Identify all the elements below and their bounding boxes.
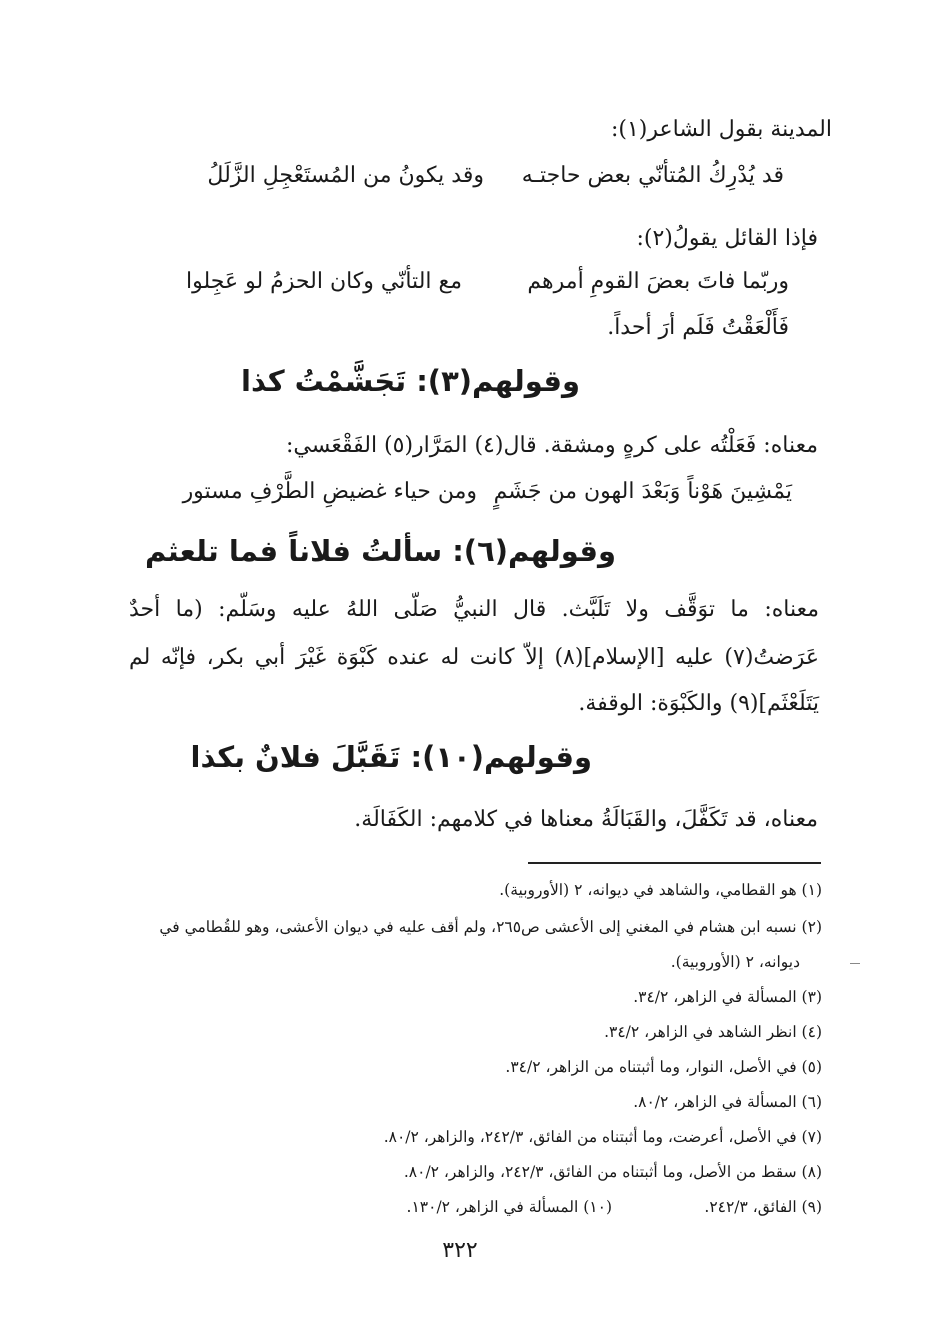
verse2-first-hemistich: وربّما فاتَ بعضَ القومِ أمرهم bbox=[527, 269, 789, 294]
footnote-6: (٦) المسألة في الزاهر، ٨٠/٢. bbox=[633, 1093, 822, 1111]
verse1-first-hemistich: قد يُدْرِكُ المُتأنّي بعض حاجتـه bbox=[521, 163, 784, 188]
page-number: ٣٢٢ bbox=[442, 1238, 478, 1263]
section1-heading: وقولهم(٣): تَجَشَّمْتُ كذا bbox=[241, 364, 580, 398]
footnote-9: (٩) الفائق، ٢٤٢/٣. bbox=[704, 1198, 822, 1216]
footnote-5: (٥) في الأصل، النوار، وما أثبتناه من الزاهر، ٣٤/٢. bbox=[505, 1058, 822, 1076]
verse2-second-hemistich: مع التأنّي وكان الحزمُ لو عَجِلوا bbox=[186, 269, 462, 294]
footnote-separator bbox=[528, 862, 821, 864]
section1-verse-second: ومن حياء غضيضِ الطَّرْفِ مستور bbox=[182, 479, 477, 504]
footnote-1: (١) هو القطامي، والشاهد في ديوانه، ٢ (الأوروبية). bbox=[499, 881, 822, 899]
footnote-7: (٧) في الأصل، أعرضت، وما أثبتناه من الفائق، ٢٤٢/٣، والزاهر، ٨٠/٢. bbox=[383, 1128, 822, 1146]
footnote-2-cont: ديوانه، ٢ (الأوروبية). bbox=[670, 953, 800, 971]
footnote-3: (٣) المسألة في الزاهر، ٣٤/٢. bbox=[633, 988, 822, 1006]
after-verse2-line: فَأَلْعَقْتُ فَلَم أرَ أحداً. bbox=[607, 315, 789, 340]
section3-heading: وقولهم(١٠): تَقَبَّلَ فلانٌ بكذا bbox=[190, 740, 592, 774]
intro-line: المدينة بقول الشاعر(١): bbox=[610, 117, 832, 142]
then-line: فإذا القائل يقولُ(٢): bbox=[636, 226, 818, 251]
verse1-second-hemistich: وقد يكونُ من المُستَعْجِلِ الزَّلَلُ bbox=[207, 163, 484, 188]
footnote-8: (٨) سقط من الأصل، وما أثبتناه من الفائق، ٢٤٢/٣، والزاهر، ٨٠/٢. bbox=[403, 1163, 822, 1181]
section2-line1: معناه: ما توَقَّف ولا تَلَبَّث. قال النبيُّ صَلّى اللهُ عليه وسَلّم: (ما أحدٌ bbox=[129, 597, 819, 622]
section1-text: معناه: فَعَلْتُه على كرهٍ ومشقة. قال(٤) المَرَّار(٥) الفَقْعَسي: bbox=[286, 433, 818, 458]
margin-mark bbox=[850, 963, 860, 964]
section3-text: معناه، قد تَكَفَّلَ، والقَبَالَةُ معناها في كلامهم: الكَفَالَة. bbox=[354, 807, 818, 832]
section1-verse-first: يَمْشِينَ هَوْناً وَبَعْدَ الهون من جَشَمٍ bbox=[493, 479, 792, 504]
footnote-2: (٢) نسبه ابن هشام في المغني إلى الأعشى ص٢٦٥، ولم أقف عليه في ديوان الأعشى، وهو للقُطامي في bbox=[159, 918, 822, 936]
footnote-4: (٤) انظر الشاهد في الزاهر، ٣٤/٢. bbox=[604, 1023, 822, 1041]
section2-line3: يَتَلَعْثَم](٩) والكَبْوَة: الوقفة. bbox=[578, 691, 819, 716]
section2-line2: عَرَضتُ(٧) عليه [الإسلام](٨) إلاّ كانت له عنده كَبْوَة غَيْرَ أبي بكر، فإنّه لم bbox=[129, 645, 819, 670]
footnote-10: (١٠) المسألة في الزاهر، ١٣٠/٢. bbox=[406, 1198, 612, 1216]
section2-heading: وقولهم(٦): سألتُ فلاناً فما تلعثم bbox=[145, 534, 616, 568]
